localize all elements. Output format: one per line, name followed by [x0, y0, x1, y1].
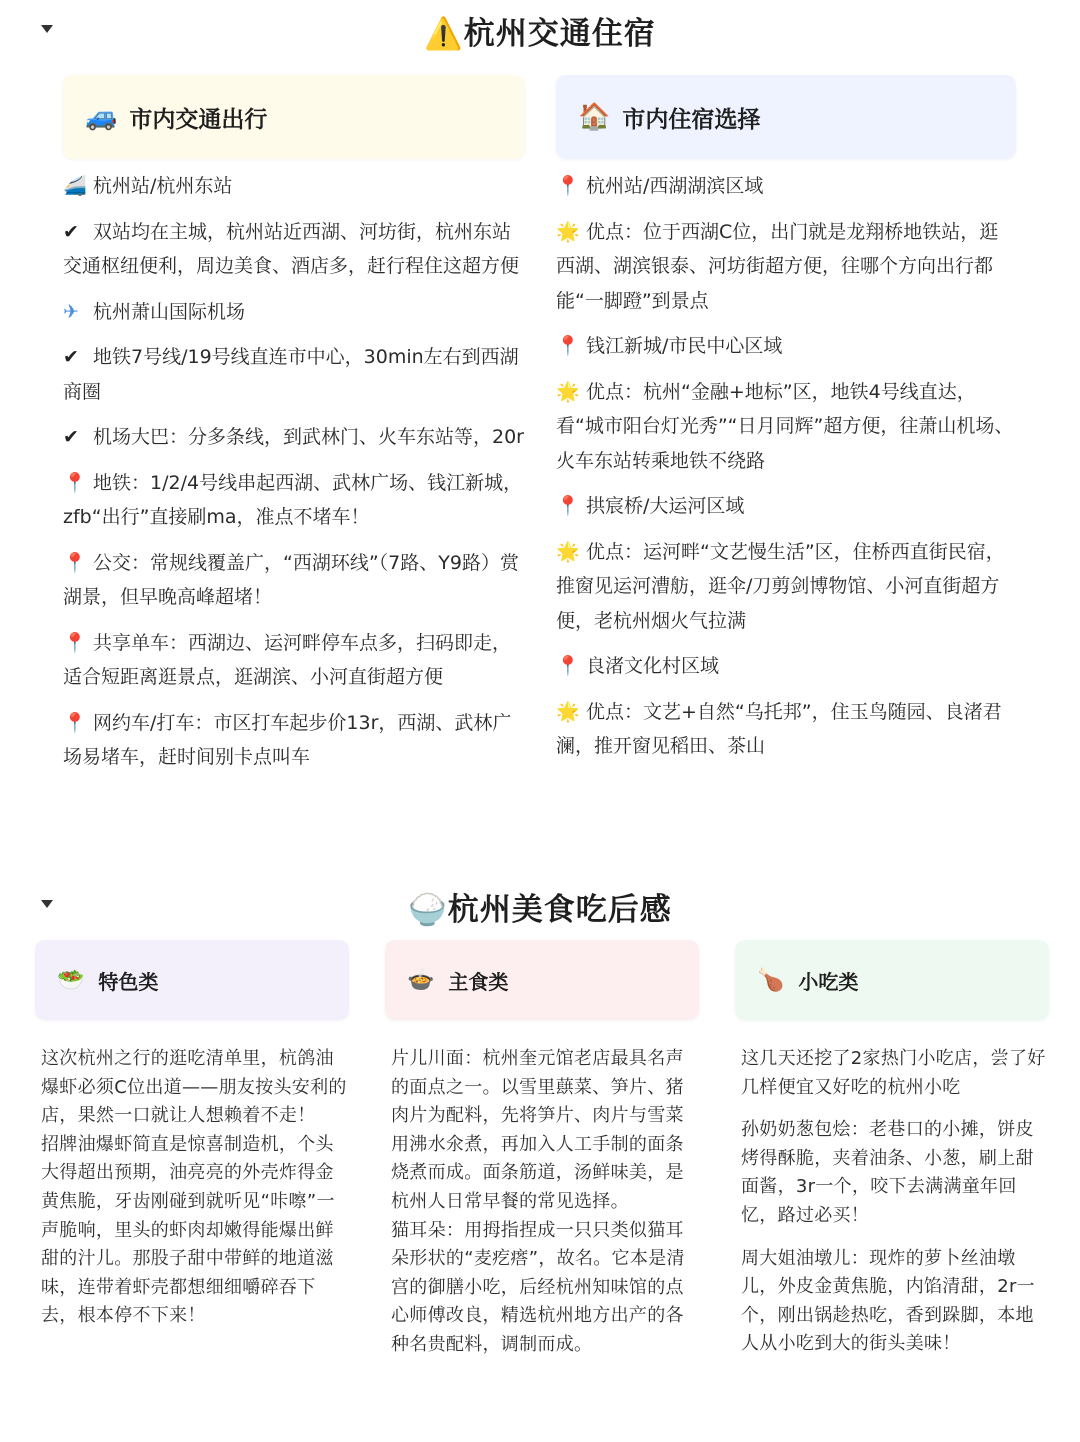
list-item-text: 公交：常规线覆盖广，“西湖环线”（7路、Y9路）赏湖景，但早晚高峰超堵！: [63, 551, 519, 608]
transport-card-header: [63, 75, 525, 159]
train-icon: 🚄: [63, 175, 87, 197]
star-icon: 🌟: [556, 540, 580, 563]
list-item-text: 地铁：1/2/4号线串起西湖、武林广场、钱江新城，zfb“出行”直接刷ma，准点不堵车！: [63, 471, 523, 528]
food-card-staple: [385, 940, 699, 1360]
list-item-text: 良渚文化村区域: [586, 655, 720, 677]
list-item: [63, 340, 525, 409]
food-paragraph: 孙奶奶葱包烩：老巷口的小摊，饼皮烤得酥脆，夹着油条、小葱，刷上甜面酱，3r一个，咬下去满满童年回忆，路过必买！: [741, 1119, 1034, 1226]
list-item: [556, 375, 1016, 479]
salad-icon: 🥗: [57, 967, 85, 993]
list-item: [63, 295, 525, 330]
food-card-heading: 主食类: [448, 969, 509, 994]
drumstick-icon: 🍗: [757, 967, 785, 993]
list-item-text: 拱宸桥/大运河区域: [586, 495, 745, 517]
transport-heading: 市内交通出行: [129, 106, 268, 133]
food-paragraph: 片儿川面：杭州奎元馆老店最具名声的面点之一。以雪里蕻菜、笋片、猪肉片为配料，先将笋片、肉片与雪菜用沸水氽煮，再加入人工手制的面条烧煮而成。面条筋道，汤鲜味美，是杭州人日常早餐的常见选择。: [391, 1048, 684, 1212]
food-paragraph: 猫耳朵：用拇指捏成一只只类似猫耳朵形状的“麦疙瘩”，故名。它本是清宫的御膳小吃，后经杭州知味馆的点心师傅改良，精选杭州地方出产的各种名贵配料，调制而成。: [391, 1219, 685, 1355]
list-item: [63, 466, 525, 535]
list-item-text: 优点：运河畔“文艺慢生活”区，住桥西直街民宿，推窗见运河漕舫，逛伞/刀剪剑博物馆、小河直街超方便，老杭州烟火气拉满: [556, 540, 1005, 632]
transport-column: [63, 75, 525, 786]
list-item: [63, 215, 525, 284]
house-icon: 🏠: [578, 102, 611, 132]
list-item-text: 地铁7号线/19号线直连市中心，30min左右到西湖商圈: [63, 346, 519, 403]
food-card-header: [35, 940, 349, 1020]
list-item: [556, 169, 1016, 204]
list-item-text: 网约车/打车：市区打车起步价13r，西湖、武林广场易堵车，赶时间别卡点叫车: [63, 711, 512, 768]
food-paragraph: 这几天还挖了2家热门小吃店，尝了好几样便宜又好吃的杭州小吃: [741, 1048, 1046, 1098]
food-card-body: [35, 1045, 349, 1331]
section-title-transport-stay: [0, 8, 1080, 53]
list-item-text: 优点：文艺+自然“乌托邦”，住玉鸟随园、良渚君澜，推开窗见稻田、茶山: [556, 700, 1002, 757]
list-item: [63, 706, 525, 775]
pin-icon: 📍: [556, 175, 580, 197]
check-icon: ✔: [63, 346, 79, 368]
stay-card-header: [556, 75, 1016, 159]
check-icon: ✔: [63, 220, 79, 243]
pin-icon: 📍: [63, 711, 87, 734]
food-card-snack: [735, 940, 1049, 1359]
list-item: [556, 329, 1016, 364]
pin-icon: 📍: [556, 495, 580, 517]
food-card-header: [735, 940, 1049, 1020]
plane-icon: ✈: [63, 300, 79, 323]
stay-list: [556, 169, 1016, 764]
list-item-text: 杭州站/杭州东站: [93, 175, 233, 197]
transport-list: [63, 169, 525, 775]
car-icon: 🚙: [85, 102, 118, 132]
section-title-food: [0, 884, 1080, 929]
check-icon: ✔: [63, 426, 79, 448]
list-item: [556, 535, 1016, 639]
food-paragraph: 这次杭州之行的逛吃清单里，杭鸽油爆虾必须C位出道——朋友按头安利的店，果然一口就让人想赖着不走！: [41, 1048, 347, 1127]
section-title-text: 杭州交通住宿: [463, 16, 656, 52]
star-icon: 🌟: [556, 220, 580, 243]
pin-icon: 📍: [63, 471, 87, 494]
list-item-text: 优点：杭州“金融+地标”区，地铁4号线直达，看“城市阳台灯光秀”“日月同辉”超方便，往萧山机场、火车东站转乘地铁不绕路: [556, 380, 1014, 472]
food-card-heading: 特色类: [98, 969, 159, 994]
list-item: [63, 169, 525, 204]
warning-icon: ⚠️: [424, 16, 464, 52]
hotpot-icon: 🍲: [407, 967, 435, 993]
section-title-text: 杭州美食吃后感: [447, 892, 672, 928]
list-item: [63, 420, 525, 455]
list-item-text: 机场大巴：分多条线，到武林门、火车东站等，20r: [93, 426, 524, 448]
list-item-text: 杭州萧山国际机场: [93, 300, 246, 323]
list-item-text: 优点：位于西湖C位，出门就是龙翔桥地铁站，逛西湖、湖滨银泰、河坊街超方便，往哪个方向出行都能“一脚蹬”到景点: [556, 220, 999, 312]
list-item-text: 共享单车：西湖边、运河畔停车点多，扫码即走，适合短距离逛景点，逛湖滨、小河直街超方便: [63, 631, 512, 688]
food-card-body: [735, 1045, 1049, 1359]
pin-icon: 📍: [63, 631, 87, 654]
stay-heading: 市内住宿选择: [622, 106, 761, 133]
food-card-header: [385, 940, 699, 1020]
list-item: [556, 215, 1016, 319]
list-item: [63, 626, 525, 695]
list-item: [63, 546, 525, 615]
star-icon: 🌟: [556, 380, 580, 403]
stay-column: [556, 75, 1016, 775]
rice-bowl-icon: 🍚: [408, 892, 448, 928]
list-item: [556, 489, 1016, 524]
food-card-specialty: [35, 940, 349, 1331]
list-item: [556, 649, 1016, 684]
list-item-text: 钱江新城/市民中心区域: [586, 335, 783, 357]
pin-icon: 📍: [556, 335, 580, 357]
pin-icon: 📍: [556, 655, 580, 677]
food-paragraph: 招牌油爆虾简直是惊喜制造机，个头大得超出预期，油亮亮的外壳炸得金黄焦脆，牙齿刚碰到就听见“咔嚓”一声脆响，里头的虾肉却嫩得能爆出鲜甜的汁儿。那股子甜中带鲜的地道滋味，连带着虾壳都想细细嚼碎吞下去，根本停不下来！: [41, 1133, 335, 1327]
list-item: [556, 695, 1016, 764]
list-item-text: 杭州站/西湖湖滨区域: [586, 175, 764, 197]
list-item-text: 双站均在主城，杭州站近西湖、河坊街，杭州东站交通枢纽便利，周边美食、酒店多，赶行程住这超方便: [63, 220, 520, 277]
star-icon: 🌟: [556, 700, 580, 723]
pin-icon: 📍: [63, 551, 87, 574]
food-card-heading: 小吃类: [798, 969, 859, 994]
food-card-body: [385, 1045, 699, 1360]
food-paragraph: 周大姐油墩儿：现炸的萝卜丝油墩儿，外皮金黄焦脆，内馅清甜，2r一个，刚出锅趁热吃，香到跺脚，本地人从小吃到大的街头美味！: [741, 1247, 1035, 1355]
